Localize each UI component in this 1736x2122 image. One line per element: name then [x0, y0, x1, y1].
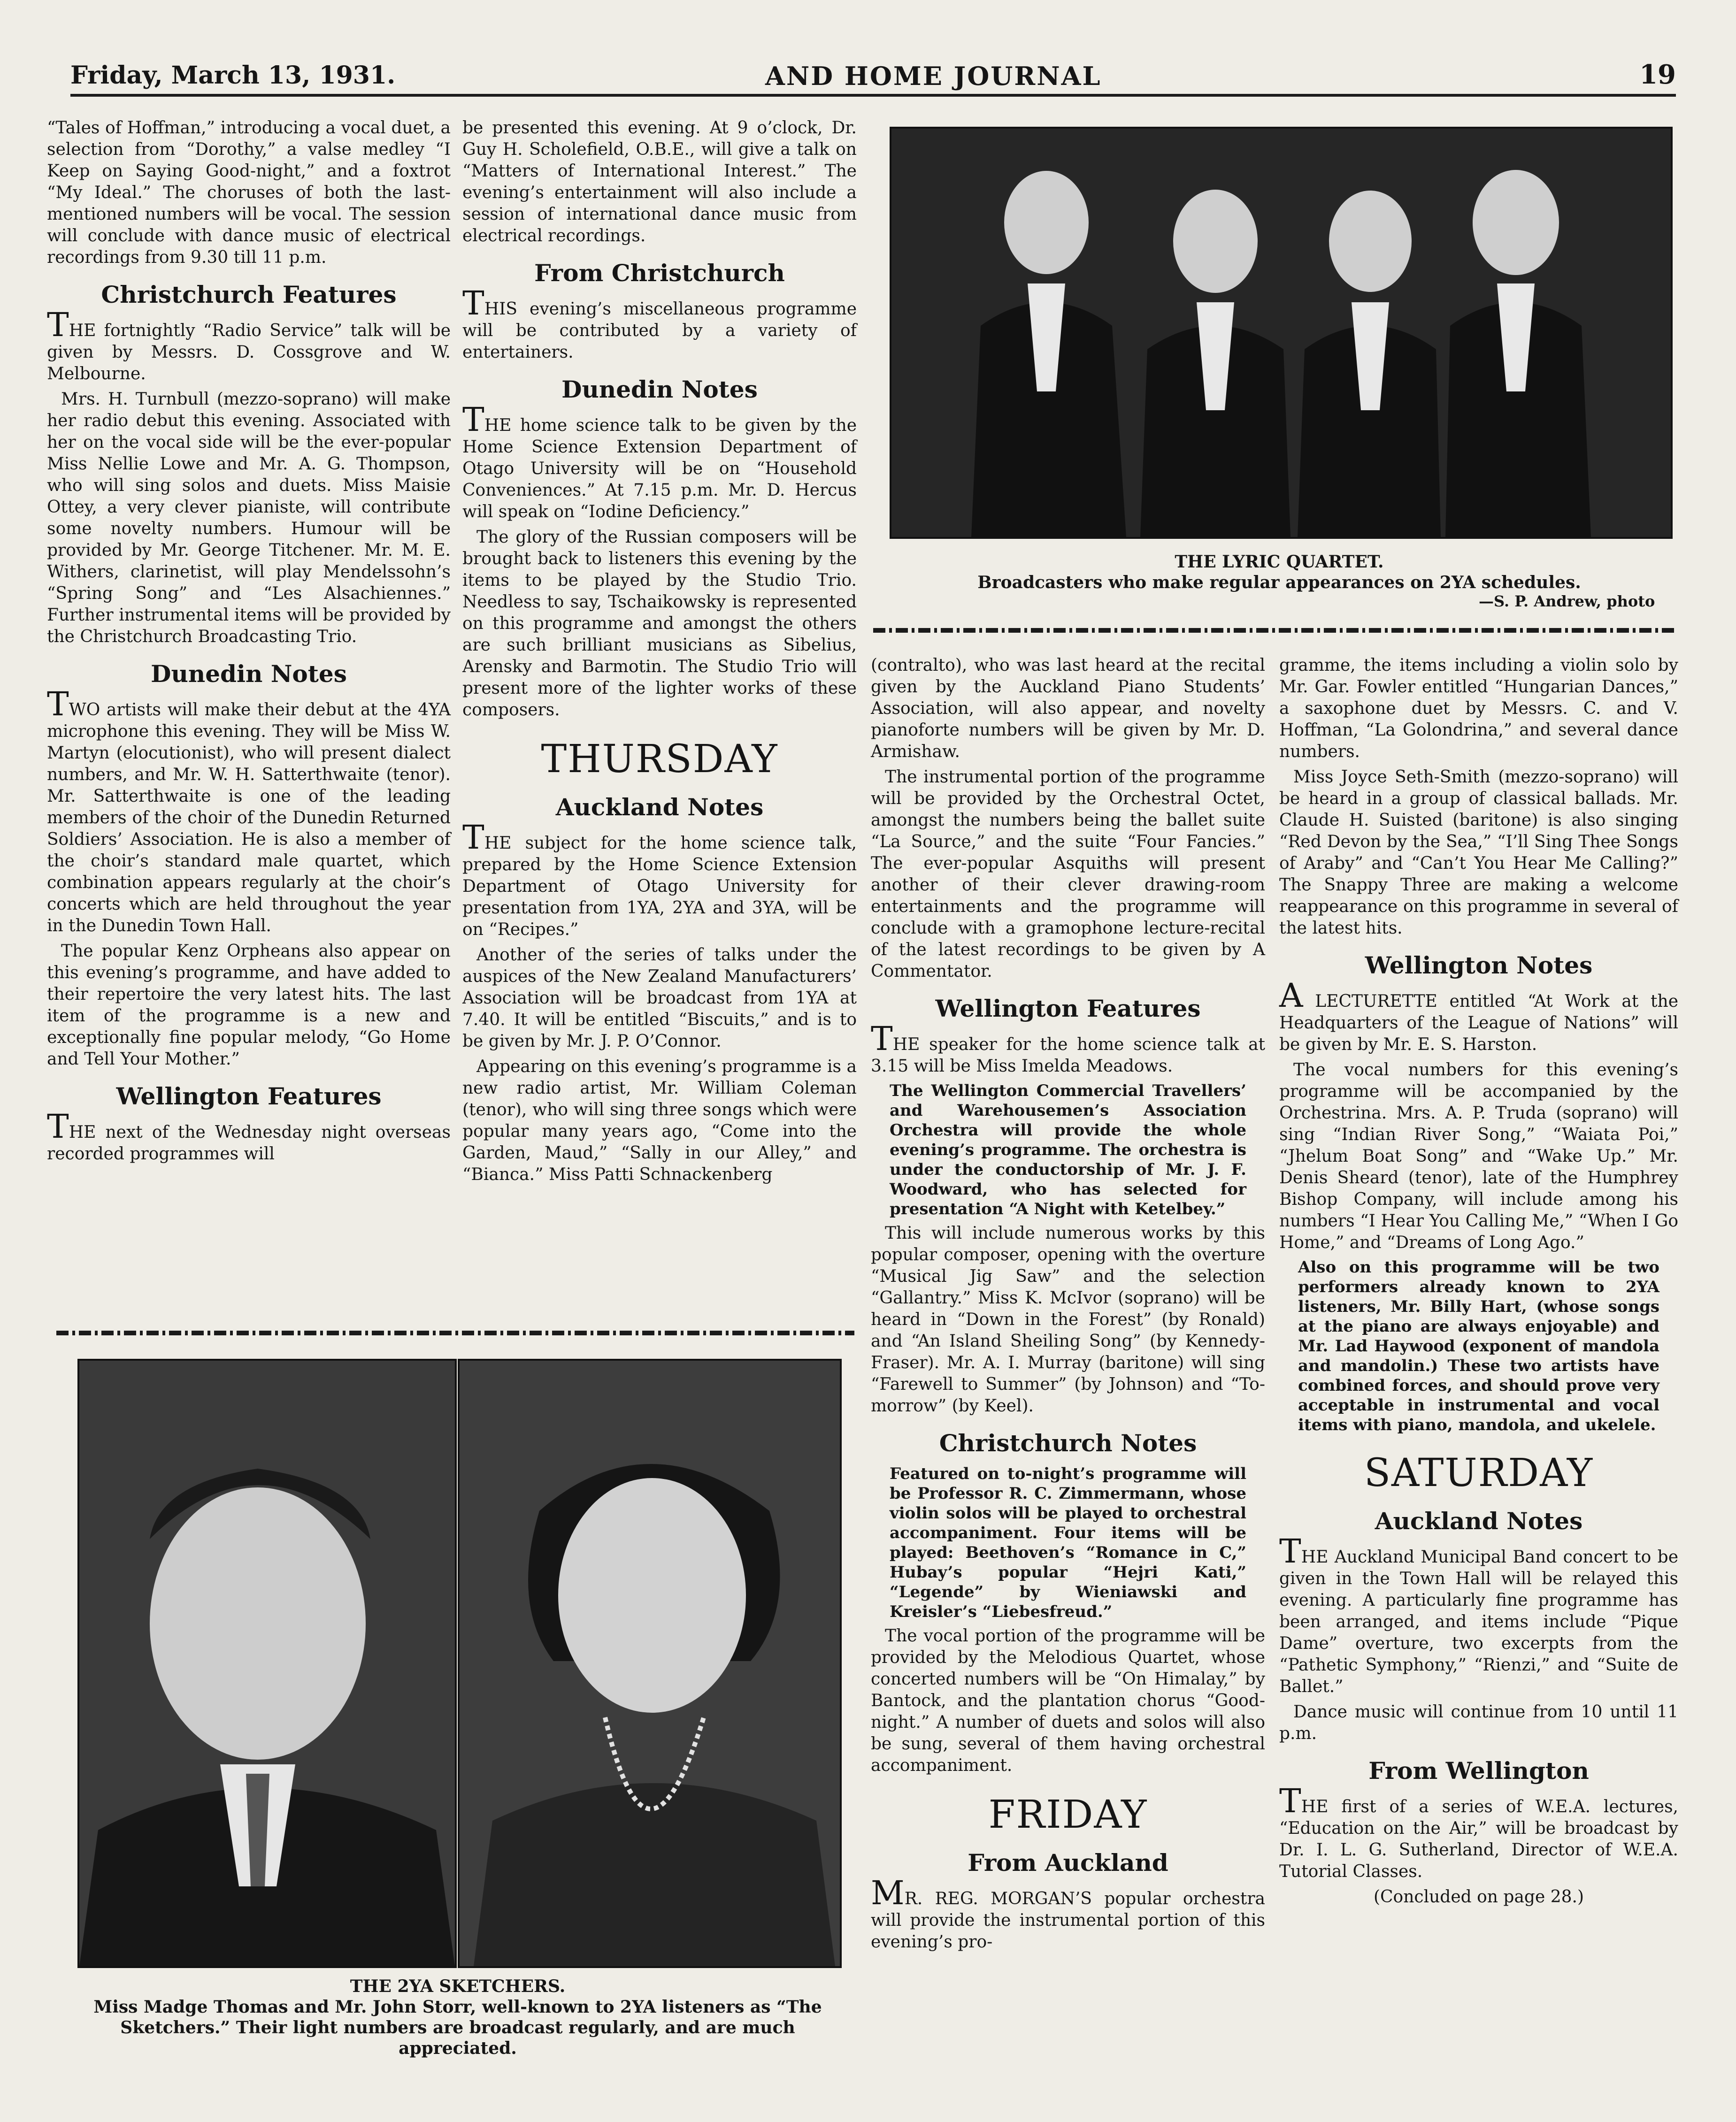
paragraph: THE subject for the home science talk, prepared by the Home Science Extension Department of Otago University for presentation from 1YA, 2YA and 3YA, will be on “Recipes.” — [462, 818, 857, 939]
paragraph: Appearing on this evening’s programme is a new radio artist, Mr. William Coleman (tenor), who will sing three songs which were popular many years ago, “Come into the Garden, Maud,” “Sally in our Alley,” and “Bianca.” Miss Patti Schnackenberg — [462, 1057, 857, 1184]
paragraph: A LECTURETTE entitled “At Work at the Headquarters of the League of Nations” will be given by Mr. E. S. Harston. — [1279, 976, 1678, 1054]
paragraph: MR. REG. MORGAN’S popular orchestra will provide the instrumental portion of this evening’s pro- — [871, 1874, 1265, 1952]
paragraph: Dance music will continue from 10 until 11 p.m. — [1279, 1702, 1678, 1743]
paragraph: “Tales of Hoffman,” introducing a vocal duet, a selection from “Dorothy,” a valse medley “I Keep on Saying Good-night,” and a foxtrot “My Ideal.” The choruses of both the last-mentioned numbers will be vocal. The session will conclude with dance music of electrical recordings from 9.30 till 11 p.m. — [47, 118, 451, 267]
lyric-quartet-caption — [892, 552, 1667, 593]
paragraph: The glory of the Russian composers will be brought back to listeners this evening by the items to be played by the Studio Trio. Needless to say, Tschaikowsky is represented on this programme and amongst the others are such brilliant musicians as Sibelius, Arensky and Barmotin. The Studio Trio will present more of the lighter works of these composers. — [462, 528, 857, 720]
journal-title: AND HOME JOURNAL — [765, 61, 1102, 91]
paragraph: Also on this programme will be two performers already known to 2YA listeners, Mr. Billy Hart, (whose songs at the piano are always enjoyable) and Mr. Lad Haywood (exponent of mandola and mandolin.) These two artists have combined forces, and should prove very acceptable in instrumental and vocal items with piano, mandola, and ukelele. — [1298, 1258, 1659, 1434]
continuation-note: (Concluded on page 28.) — [1373, 1887, 1584, 1907]
paragraph: THE first of a series of W.E.A. lectures, “Education on the Air,” will be broadcast by Dr. I. L. G. Sutherland, Director of W.E.A. Tutorial Classes. — [1279, 1782, 1678, 1881]
column-3 — [871, 655, 1265, 1957]
paragraph: THE home science talk to be given by the Home Science Extension Department of Otago University will be on “Household Conveniences.” At 7.15 p.m. Mr. D. Hercus will speak on “Iodine Deficiency.” — [462, 400, 857, 521]
paragraph: The instrumental portion of the programme will be provided by the Orchestral Octet, amongst the numbers being the ballet suite “La Source,” and the suite “Four Fancies.” The ever-popular Asquiths will present another of their clever drawing-room entertainments and the programme will conclude with a gramophone lecture-recital of the latest recordings to be given by A Commentator. — [871, 767, 1265, 981]
caption-text: Miss Madge Thomas and Mr. John Storr, well-known to 2YA listeners as “The Sketchers.” Their light numbers are broadcast regularly, and are much appreciated. — [93, 1997, 822, 2058]
caption-text: Broadcasters who make regular appearances on 2YA schedules. — [977, 573, 1581, 592]
section-heading: Wellington Features — [116, 1082, 382, 1110]
section-heading: Auckland Notes — [555, 793, 764, 821]
paragraph: gramme, the items including a violin solo by Mr. Gar. Fowler entitled “Hungarian Dances,” a saxophone duet by Messrs. C. and V. Hoffman, “La Golondrina,” and several dance numbers. — [1279, 656, 1678, 761]
paragraph: Mrs. H. Turnbull (mezzo-soprano) will make her radio debut this evening. Associated with her on the vocal side will be the ever-popular Miss Nellie Lowe and Mr. A. G. Thompson, who will sing solos and duets. Miss Maisie Ottey, a very clever pianiste, will contribute some novelty numbers. Humour will be provided by Mr. George Titchener. Mr. M. E. Withers, clarinetist, will play Mendelssohn’s “Spring Song” and “Les Alsachiennes.” Further instrumental items will be provided by the Christchurch Broadcasting Trio. — [47, 390, 451, 646]
section-heading: Dunedin Notes — [151, 660, 347, 688]
paragraph: Another of the series of talks under the auspices of the New Zealand Manufacturers’ Association will be broadcast from 1YA at 7.40. It will be entitled “Biscuits,” and is to be given by Mr. J. P. O’Connor. — [462, 945, 857, 1051]
paragraph: Miss Joyce Seth-Smith (mezzo-soprano) will be heard in a group of classical ballads. Mr. Claude H. Suisted (baritone) is also singing “Red Devon by the Sea,” “I’ll Sing Thee Songs of Araby” and “Can’t You Hear Me Calling?” The Snappy Three are making a welcome reappearance on this programme in several of the latest hits. — [1279, 767, 1678, 938]
day-heading: THURSDAY — [541, 737, 778, 781]
section-heading: From Wellington — [1368, 1757, 1589, 1785]
sketchers-caption — [70, 1976, 845, 2059]
lyric-quartet-photo — [890, 127, 1673, 539]
section-heading: From Auckland — [968, 1849, 1168, 1877]
john-storr-photo — [77, 1359, 457, 1968]
paragraph: THIS evening’s miscellaneous programme will be contributed by a variety of entertainers. — [462, 284, 857, 362]
paragraph: The Wellington Commercial Travellers’ and Warehousemen’s Association Orchestra will provide the whole evening’s programme. The orchestra is under the conductorship of Mr. J. F. Woodward, who has selected for presentation “A Night with Ketelbey.” — [890, 1081, 1246, 1218]
paragraph: This will include numerous works by this popular composer, opening with the overture “Musical Jig Saw” and the selection “Gallantry.” Miss K. McIvor (soprano) will be heard in “Down in the Forest” (by Ronald) and “An Island Sheiling Song” (by Kennedy-Fraser). Mr. A. I. Murray (baritone) will sing “Farewell to Summer” (by Johnson) and “To-morrow” (by Keel). — [871, 1224, 1265, 1416]
paragraph: The popular Kenz Orpheans also appear on this evening’s programme, and have added to their repertoire the very latest hits. The last item of the programme is a new and exceptionally fine popular melody, “Go Home and Tell Your Mother.” — [47, 942, 451, 1069]
photo-credit: —S. P. Andrew, photo — [1479, 592, 1655, 610]
section-heading: Wellington Features — [935, 995, 1201, 1022]
madge-thomas-photo — [458, 1359, 842, 1968]
section-heading: From Christchurch — [534, 259, 785, 287]
masthead — [70, 56, 1676, 97]
divider-rule — [873, 628, 1676, 633]
paragraph: The vocal portion of the programme will be provided by the Melodious Quartet, whose concerted numbers will be “On Himalay,” by Bantock, and the plantation chorus “Good-night.” A number of duets and solos will also be sung, several of them having orchestral accompaniment. — [871, 1626, 1265, 1775]
caption-title: THE LYRIC QUARTET. — [1175, 552, 1384, 572]
paragraph: The vocal numbers for this evening’s programme will be accompanied by the Orchestrina. Mrs. A. P. Truda (soprano) will sing “Indian River Song,” “Waiata Poi,” “Jhelum Boat Song” and “Wake Up.” Mr. Denis Sheard (tenor), late of the Humphrey Bishop Company, will include among his numbers “I Hear You Calling Me,” “When I Go Home,” and “Dreams of Long Ago.” — [1279, 1060, 1678, 1252]
section-heading: Christchurch Features — [101, 281, 397, 308]
paragraph: THE fortnightly “Radio Service” talk will be given by Messrs. D. Cossgrove and W. Melbourne. — [47, 306, 451, 383]
paragraph: TWO artists will make their debut at the 4YA microphone this evening. They will be Miss W. Martyn (elocutionist), who will present dialect numbers, and Mr. W. H. Satterthwaite (tenor). Mr. Satterthwaite is one of the leading members of the choir of the Dunedin Returned Soldiers’ Association. He is also a member of the choir’s standard male quartet, which combination appears regularly at the choir’s concerts which are held throughout the year in the Dunedin Town Hall. — [47, 685, 451, 935]
column-4 — [1279, 655, 1678, 1912]
day-heading: SATURDAY — [1364, 1451, 1594, 1495]
page-number: 19 — [1639, 59, 1676, 90]
paragraph: THE next of the Wednesday night overseas recorded programmes will — [47, 1107, 451, 1164]
section-heading: Christchurch Notes — [939, 1429, 1197, 1457]
caption-title: THE 2YA SKETCHERS. — [350, 1976, 566, 1996]
day-heading: FRIDAY — [988, 1793, 1148, 1837]
paragraph: (contralto), who was last heard at the recital given by the Auckland Piano Students’ Association, will also appear, and novelty pianoforte numbers will be given by Mr. D. Armishaw. — [871, 656, 1265, 761]
column-2 — [462, 117, 857, 1189]
section-heading: Dunedin Notes — [561, 375, 758, 403]
paragraph: THE Auckland Municipal Band concert to be given in the Town Hall will be relayed this evening. A particularly fine programme has been arranged, and items include “Pique Dame” overture, two excerpts from the “Pathetic Symphony,” “Rienzi,” and “Suite de Ballet.” — [1279, 1532, 1678, 1696]
section-heading: Wellington Notes — [1365, 951, 1593, 979]
paragraph: be presented this evening. At 9 o’clock, Dr. Guy H. Scholefield, O.B.E., will give a talk on “Matters of International Interest.” The evening’s entertainment will also include a session of international dance music from electrical recordings. — [462, 118, 857, 245]
divider-rule — [56, 1331, 854, 1335]
paragraph: THE speaker for the home science talk at 3.15 will be Miss Imelda Meadows. — [871, 1019, 1265, 1076]
issue-date: Friday, March 13, 1931. — [70, 61, 396, 90]
paragraph: Featured on to-night’s programme will be Professor R. C. Zimmermann, whose violin solos will be played to orchestral accompaniment. Four items will be played: Beethoven’s “Romance in C,” Hubay’s popular “Hejri Kati,” “Legende” by Wieniawski and Kreisler’s “Liebesfreud.” — [890, 1464, 1246, 1621]
section-heading: Auckland Notes — [1375, 1507, 1583, 1535]
column-1 — [47, 117, 451, 1169]
